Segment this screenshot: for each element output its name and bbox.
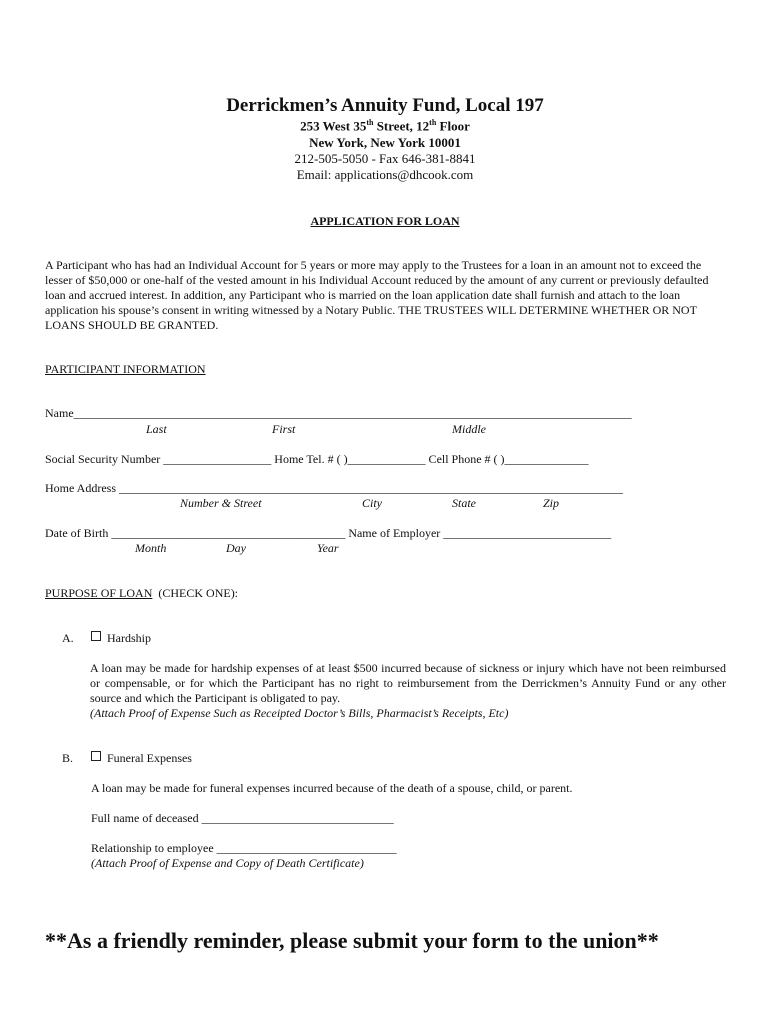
- fund-email: Email: applications@dhcook.com: [296, 167, 474, 182]
- address-sub-state: State: [452, 496, 476, 510]
- name-sub-last: Last: [146, 422, 167, 436]
- submit-reminder: **As a friendly reminder, please submit your form to the union**: [45, 928, 659, 953]
- name-field[interactable]: Name_____________________________________________________________________________________________: [45, 406, 632, 420]
- dob-sub-day: Day: [226, 541, 246, 555]
- address-sub-zip: Zip: [543, 496, 560, 510]
- name-sub-first: First: [272, 422, 296, 436]
- dob-sub-month: Month: [135, 541, 167, 555]
- funeral-checkbox[interactable]: [91, 751, 101, 761]
- address-sub-city: City: [362, 496, 382, 510]
- option-b-funeral[interactable]: Funeral Expenses: [91, 751, 192, 766]
- fund-title: Derrickmen’s Annuity Fund, Local 197: [226, 95, 544, 116]
- hardship-description: A loan may be made for hardship expenses of at least $500 incurred because of sickness or injury which have not been reimbursed or compensable, or for which the Participant has no right to reimbursement from the Derrickmen’s Annuity Fund or any other source and which the Participant is obligated to pay. (Attach Proof of Expense Such as Receipted Doctor’s Bills, Pharmacist’s Receipts, Etc): [90, 661, 726, 720]
- fund-street-address: 253 West 35th Street, 12th Floor: [300, 118, 470, 134]
- ssn-phone-fields[interactable]: Social Security Number __________________ Home Tel. # ( )_____________ Cell Phone # ( )______________: [45, 452, 589, 466]
- relationship-field[interactable]: Relationship to employee ______________________________: [91, 841, 397, 855]
- purpose-heading: PURPOSE OF LOAN (CHECK ONE):: [45, 586, 239, 600]
- hardship-checkbox[interactable]: [91, 631, 101, 641]
- name-sub-middle: Middle: [452, 422, 486, 436]
- application-heading: APPLICATION FOR LOAN: [310, 214, 460, 228]
- fund-city: New York, New York 10001: [309, 135, 461, 150]
- option-b-letter: B.: [62, 751, 74, 765]
- address-sub-street: Number & Street: [180, 496, 262, 510]
- hardship-attach-note: (Attach Proof of Expense Such as Receipted Doctor’s Bills, Pharmacist’s Receipts, Etc): [90, 706, 509, 720]
- deceased-name-field[interactable]: Full name of deceased ________________________________: [91, 811, 394, 825]
- funeral-description: A loan may be made for funeral expenses incurred because of the death of a spouse, child, or parent.: [91, 781, 573, 795]
- home-address-field[interactable]: Home Address ____________________________________________________________________________________: [45, 481, 623, 495]
- intro-paragraph: A Participant who has had an Individual Account for 5 years or more may apply to the Trustees for a loan in an amount not to exceed the lesser of $50,000 or one-half of the vested amount in his Individual Account reduced by the amount of any current or previously defaulted loan and accrued interest. In addition, any Participant who is married on the loan application date shall furnish and attach to the loan application his spouse’s consent in writing witnessed by a Notary Public. THE TRUSTEES WILL DETERMINE WHETHER OR NOT LOANS SHOULD BE GRANTED.: [45, 258, 709, 332]
- dob-sub-year: Year: [317, 541, 339, 555]
- option-a-letter: A.: [62, 631, 74, 645]
- funeral-attach-note: (Attach Proof of Expense and Copy of Death Certificate): [91, 856, 364, 870]
- fund-phone-fax: 212-505-5050 - Fax 646-381-8841: [294, 151, 476, 166]
- participant-info-heading: PARTICIPANT INFORMATION: [45, 362, 206, 376]
- dob-employer-fields[interactable]: Date of Birth _______________________________________ Name of Employer ____________________________: [45, 526, 612, 540]
- option-a-hardship[interactable]: Hardship: [91, 631, 151, 646]
